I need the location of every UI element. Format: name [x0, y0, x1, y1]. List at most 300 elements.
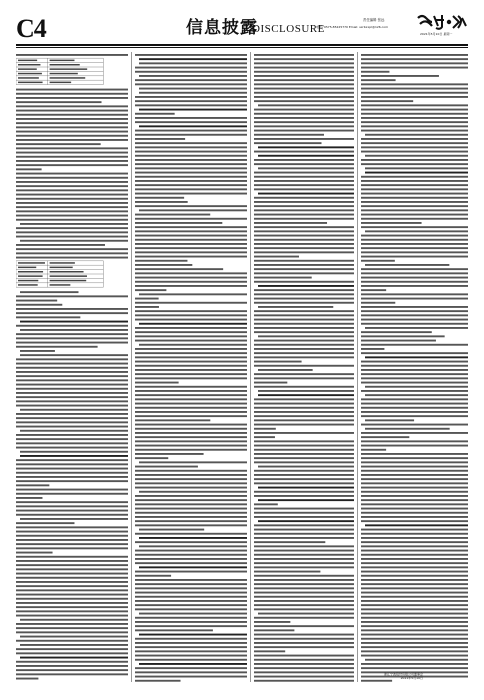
text-line: [16, 308, 128, 310]
column-text-texture: [135, 52, 247, 682]
text-line: [135, 495, 247, 497]
text-line: [16, 405, 128, 407]
text-line: [361, 625, 468, 627]
text-line: [135, 79, 247, 81]
text-line: [361, 377, 468, 379]
text-line: [135, 377, 247, 379]
text-line: [135, 172, 247, 174]
text-line: [16, 156, 128, 158]
text-line: [361, 667, 468, 669]
text-line: [361, 642, 468, 644]
text-line: [16, 585, 128, 587]
text-line: [16, 472, 128, 474]
text-line: [254, 302, 354, 304]
text-line: [365, 659, 468, 661]
text-line: [361, 655, 468, 657]
text-column-2: [135, 52, 247, 682]
text-line: [20, 518, 128, 520]
text-line: [16, 661, 128, 663]
text-line: [361, 613, 468, 615]
text-line: [254, 172, 354, 174]
text-line: [135, 340, 247, 342]
text-line: [16, 610, 128, 612]
text-line: [361, 592, 468, 594]
text-line: [254, 566, 354, 568]
text-line: [16, 252, 128, 254]
text-line: [254, 512, 354, 514]
text-line: [135, 470, 247, 472]
text-line: [361, 314, 468, 316]
text-line: [361, 575, 468, 577]
text-line: [361, 197, 468, 199]
text-line: [20, 240, 128, 242]
masthead-rule-thin: [16, 47, 468, 48]
text-line: [254, 541, 325, 543]
text-line: [139, 109, 247, 111]
text-line: [361, 125, 468, 127]
text-line: [254, 579, 354, 581]
text-line: [361, 596, 468, 598]
text-line: [254, 88, 354, 90]
text-line: [135, 327, 247, 329]
text-line: [361, 104, 468, 106]
text-line: [20, 329, 128, 331]
text-line: [361, 550, 468, 552]
text-line: [258, 306, 333, 308]
text-line: [135, 268, 223, 270]
text-line: [16, 522, 74, 524]
text-line: [254, 298, 354, 300]
text-line: [258, 335, 354, 337]
text-line: [361, 361, 468, 363]
text-line: [135, 163, 247, 165]
text-line: [135, 176, 247, 178]
text-line: [254, 67, 354, 69]
text-line: [361, 142, 468, 144]
text-line: [135, 180, 247, 182]
text-line: [361, 478, 468, 480]
text-line: [361, 176, 468, 178]
text-line: [361, 541, 468, 543]
text-line: [16, 257, 128, 259]
text-line: [135, 205, 247, 207]
text-line: [16, 543, 128, 545]
text-line: [365, 386, 468, 388]
text-line: [16, 371, 128, 373]
text-line: [16, 219, 128, 221]
text-line: [139, 88, 247, 90]
text-line: [16, 206, 128, 208]
text-line: [16, 417, 128, 419]
text-line: [135, 298, 159, 300]
text-line: [16, 358, 128, 360]
text-line: [361, 306, 468, 308]
text-line: [135, 432, 247, 434]
text-line: [135, 138, 185, 140]
text-line: [361, 634, 468, 636]
text-line: [361, 440, 468, 442]
text-line: [135, 487, 247, 489]
text-line: [361, 436, 409, 438]
text-line: [254, 180, 354, 182]
text-line: [361, 508, 468, 510]
text-line: [258, 390, 354, 392]
text-line: [16, 312, 128, 314]
text-line: [135, 121, 247, 123]
text-line: [16, 227, 128, 229]
text-column-3: [254, 52, 354, 682]
text-line: [254, 151, 354, 153]
text-line: [16, 510, 128, 512]
text-line: [361, 260, 395, 262]
text-line: [258, 520, 354, 522]
text-line: [16, 526, 128, 528]
text-line: [254, 71, 354, 73]
text-line: [361, 407, 468, 409]
text-line: [361, 566, 468, 568]
text-line: [135, 562, 247, 564]
text-line: [254, 491, 354, 493]
text-line: [254, 277, 312, 279]
text-line: [254, 344, 354, 346]
text-line: [361, 138, 468, 140]
text-line: [254, 348, 354, 350]
text-line: [361, 239, 468, 241]
text-line: [139, 125, 247, 127]
text-line: [16, 476, 128, 478]
text-line: [361, 83, 468, 85]
text-line: [254, 260, 354, 262]
text-line: [254, 562, 354, 564]
text-line: [258, 285, 354, 287]
text-line: [254, 209, 354, 211]
text-line: [254, 575, 354, 577]
text-line: [254, 272, 354, 274]
text-line: [254, 659, 354, 661]
text-line: [139, 209, 247, 211]
text-line: [16, 346, 98, 348]
text-line: [16, 493, 128, 495]
text-line: [16, 118, 128, 120]
text-line: [258, 394, 354, 396]
text-line: [135, 482, 247, 484]
text-line: [254, 558, 354, 560]
text-line: [16, 105, 128, 107]
text-line: [361, 117, 468, 119]
text-line: [361, 520, 468, 522]
text-line: [16, 173, 128, 175]
text-line: [135, 650, 247, 652]
text-line: [135, 365, 247, 367]
text-line: [20, 451, 128, 453]
text-line: [361, 424, 468, 426]
text-line: [135, 424, 247, 426]
text-line: [254, 449, 354, 451]
text-line: [139, 62, 247, 64]
text-line: [361, 600, 468, 602]
text-line: [135, 285, 247, 287]
text-line: [135, 415, 247, 417]
text-line: [20, 619, 128, 621]
text-line: [254, 235, 354, 237]
text-line: [16, 342, 128, 344]
text-line: [361, 398, 468, 400]
text-line: [135, 520, 247, 522]
text-line: [135, 453, 204, 455]
text-line: [20, 350, 55, 352]
text-line: [139, 613, 247, 615]
text-line: [135, 625, 247, 627]
text-line: [365, 134, 468, 136]
text-line: [135, 646, 247, 648]
text-line: [16, 379, 128, 381]
text-line: [361, 272, 468, 274]
text-line: [16, 631, 128, 633]
text-line: [361, 201, 468, 203]
text-line: [361, 516, 468, 518]
text-line: [254, 361, 302, 363]
text-line: [254, 382, 287, 384]
text-line: [135, 436, 247, 438]
text-line: [16, 135, 128, 137]
text-line: [254, 352, 354, 354]
text-line: [135, 445, 247, 447]
text-line: [361, 109, 468, 111]
text-line: [254, 592, 354, 594]
text-line: [135, 503, 247, 505]
text-line: [135, 579, 247, 581]
text-line: [135, 457, 168, 459]
text-line: [361, 663, 468, 665]
newspaper-logo: [416, 12, 468, 32]
text-line: [254, 453, 354, 455]
text-line: [16, 505, 128, 507]
text-line: [361, 558, 468, 560]
text-line: [254, 625, 354, 627]
text-line: [16, 400, 128, 402]
text-line: [16, 139, 128, 141]
text-line: [135, 671, 247, 673]
text-line: [135, 478, 247, 480]
text-line: [254, 201, 354, 203]
text-line: [16, 210, 128, 212]
text-line: [254, 142, 321, 144]
text-line: [254, 239, 354, 241]
text-line: [16, 627, 128, 629]
text-line: [365, 419, 414, 421]
text-line: [254, 608, 354, 610]
text-line: [16, 194, 128, 196]
text-line: [20, 657, 128, 659]
text-line: [258, 155, 354, 157]
text-line: [135, 386, 247, 388]
text-line: [254, 184, 354, 186]
text-line: [361, 340, 436, 342]
text-line: [135, 142, 247, 144]
text-line: [16, 215, 128, 217]
text-line: [135, 369, 247, 371]
text-line: [361, 344, 468, 346]
text-line: [254, 62, 354, 64]
text-line: [254, 642, 354, 644]
text-line: [254, 440, 354, 442]
text-line: [16, 160, 128, 162]
text-line: [135, 629, 213, 631]
text-line: [16, 181, 128, 183]
text-line: [254, 54, 354, 56]
text-line: [135, 474, 247, 476]
text-line: [254, 79, 354, 81]
text-line: [16, 114, 128, 116]
text-line: [254, 58, 354, 60]
text-line: [254, 264, 354, 266]
footer-signature: [384, 672, 423, 680]
text-line: [254, 533, 354, 535]
section-title: 信息披露: [186, 18, 258, 38]
text-line: [361, 268, 468, 270]
column-divider: [250, 52, 251, 682]
text-line: [16, 97, 128, 99]
text-line: [361, 352, 468, 354]
text-line: [135, 230, 247, 232]
text-line: [135, 222, 222, 224]
text-line: [135, 583, 247, 585]
text-line: [16, 459, 128, 461]
text-line: [135, 54, 247, 56]
text-line: [16, 198, 128, 200]
section-title-en: DISCLOSURE: [252, 23, 325, 35]
text-line: [254, 503, 278, 505]
text-line: [135, 449, 247, 451]
text-line: [361, 88, 468, 90]
text-line: [16, 396, 128, 398]
text-line: [254, 377, 354, 379]
text-line: [16, 577, 128, 579]
masthead: [16, 10, 468, 46]
text-line: [139, 663, 247, 665]
text-line: [361, 491, 468, 493]
text-line: [361, 209, 468, 211]
text-line: [254, 680, 354, 682]
text-line: [135, 319, 247, 321]
text-line: [254, 373, 354, 375]
text-line: [361, 499, 468, 501]
footer-date: 2021年5月10日: [400, 676, 424, 680]
text-line: [254, 365, 354, 367]
text-line: [361, 75, 439, 77]
text-line: [135, 604, 247, 606]
text-line: [361, 457, 468, 459]
text-line: [135, 571, 247, 573]
text-line: [254, 424, 354, 426]
text-line: [361, 319, 468, 321]
text-line: [16, 185, 128, 187]
text-line: [361, 487, 468, 489]
text-line: [361, 461, 468, 463]
text-line: [135, 667, 247, 669]
text-line: [254, 638, 354, 640]
text-line: [20, 321, 128, 323]
text-line: [361, 331, 432, 333]
text-line: [135, 533, 247, 535]
text-line: [254, 251, 354, 253]
text-line: [135, 67, 247, 69]
text-line: [361, 587, 468, 589]
text-line: [361, 277, 468, 279]
text-line: [361, 617, 468, 619]
text-line: [135, 306, 159, 308]
text-line: [20, 644, 128, 646]
text-line: [20, 291, 78, 293]
text-line: [135, 407, 247, 409]
text-line: [361, 247, 468, 249]
text-line: [16, 594, 128, 596]
text-line: [361, 58, 468, 60]
text-line: [139, 529, 204, 531]
text-line: [361, 281, 468, 283]
text-line: [361, 638, 468, 640]
text-line: [135, 159, 247, 161]
text-line: [361, 583, 468, 585]
text-line: [254, 587, 354, 589]
text-line: [16, 589, 128, 591]
masthead-rule: [16, 44, 468, 46]
text-line: [254, 281, 354, 283]
text-line: [16, 539, 128, 541]
text-line: [254, 432, 354, 434]
text-line: [361, 205, 468, 207]
text-line: [254, 268, 354, 270]
text-line: [361, 96, 468, 98]
text-line: [16, 434, 128, 436]
text-line: [361, 650, 468, 652]
text-line: [361, 495, 468, 497]
text-line: [16, 648, 128, 650]
text-line: [16, 552, 53, 554]
text-line: [361, 163, 468, 165]
text-line: [254, 121, 354, 123]
text-line: [135, 335, 247, 337]
text-line: [135, 260, 187, 262]
text-line: [16, 652, 128, 654]
text-line: [361, 503, 468, 505]
text-line: [254, 218, 354, 220]
text-line: [20, 409, 128, 411]
text-line: [258, 369, 313, 371]
text-line: [20, 354, 128, 356]
text-line: [365, 264, 449, 266]
text-line: [254, 634, 354, 636]
text-column-1: [16, 52, 128, 682]
text-line: [139, 293, 247, 295]
text-line: [254, 524, 354, 526]
text-line: [361, 67, 468, 69]
text-line: [135, 104, 247, 106]
text-line: [135, 516, 247, 518]
text-line: [16, 413, 128, 415]
text-line: [135, 214, 210, 216]
text-line: [135, 277, 247, 279]
text-line: [135, 390, 247, 392]
text-line: [361, 289, 386, 291]
text-line: [254, 457, 354, 459]
text-line: [254, 159, 354, 161]
text-line: [254, 125, 354, 127]
text-line: [135, 348, 247, 350]
text-line: [258, 167, 354, 169]
text-line: [135, 558, 247, 560]
text-line: [16, 447, 128, 449]
